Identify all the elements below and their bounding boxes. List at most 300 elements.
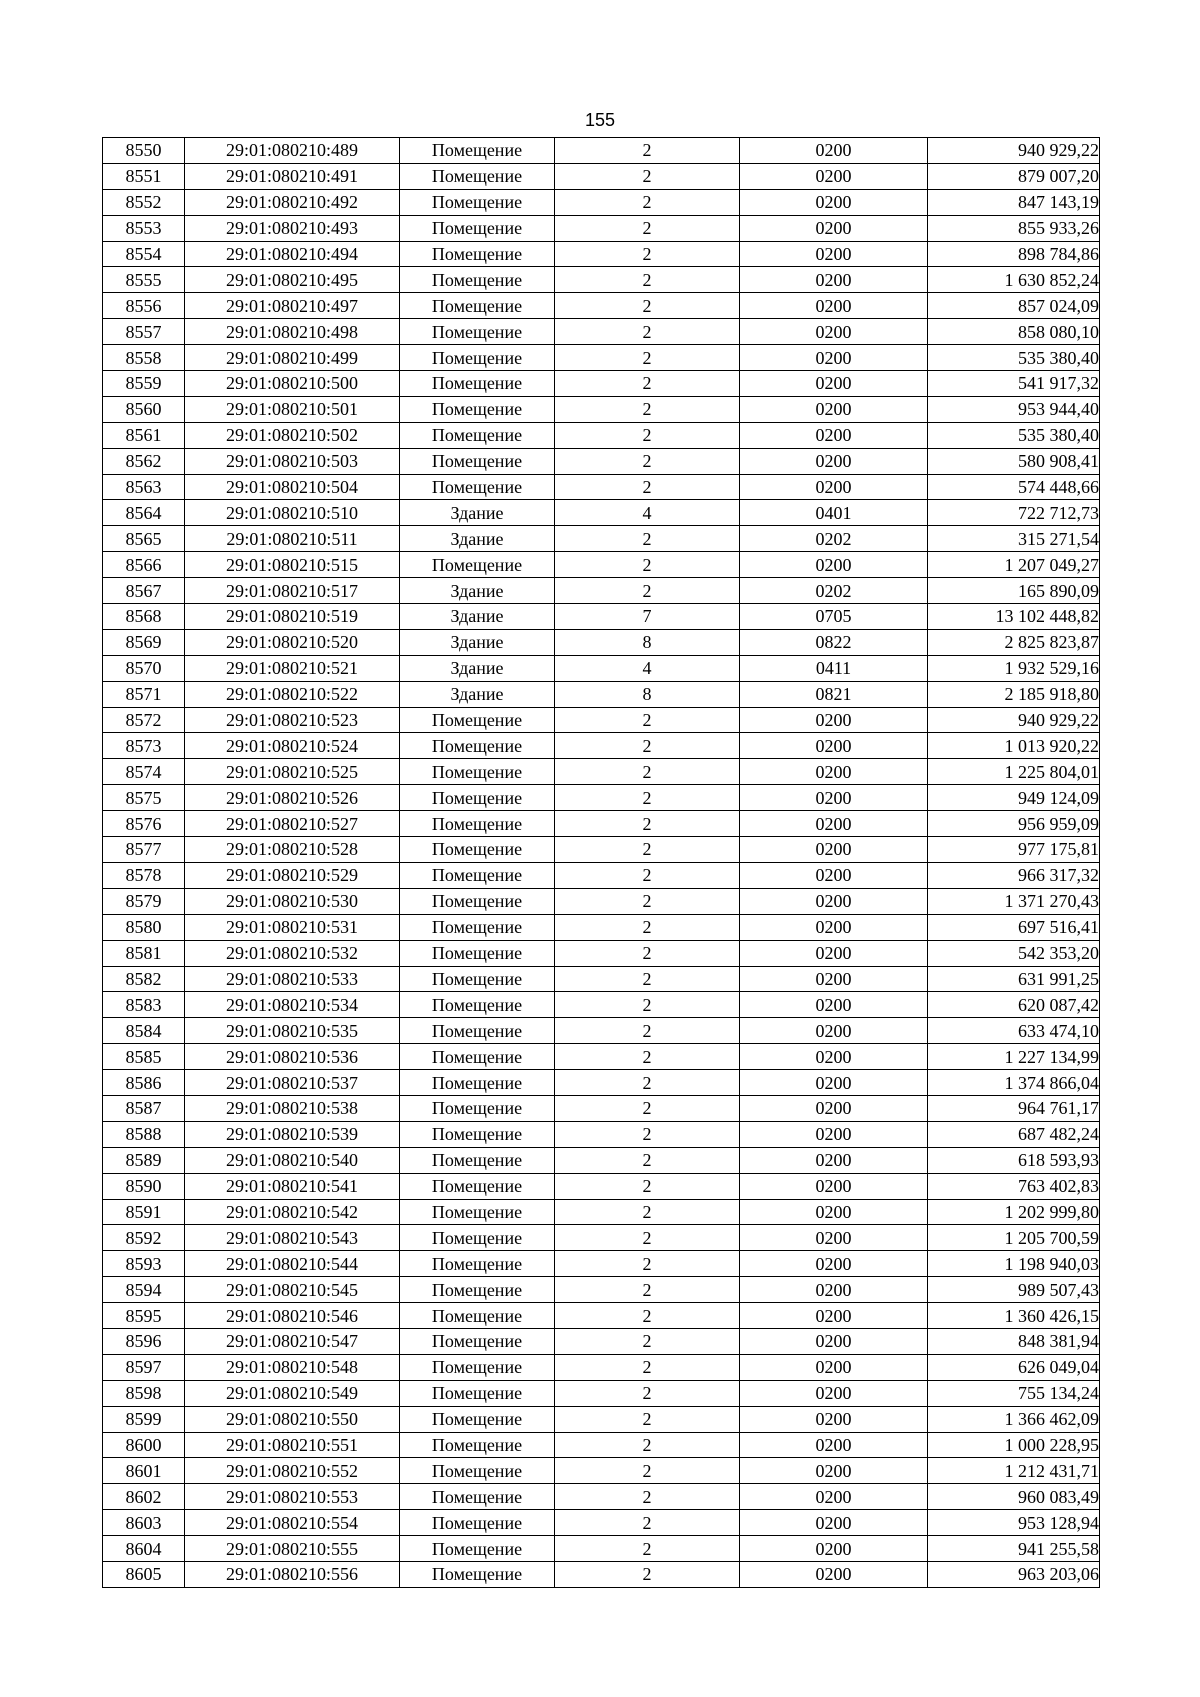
cadastral-value-cell: 541 917,32 [928, 371, 1100, 397]
subgroup-code-cell: 0200 [740, 1251, 928, 1277]
cadastral-number-cell: 29:01:080210:521 [185, 655, 400, 681]
group-number-cell: 2 [555, 1018, 740, 1044]
row-number-cell: 8551 [103, 163, 185, 189]
cadastral-value-cell: 966 317,32 [928, 862, 1100, 888]
cadastral-number-cell: 29:01:080210:504 [185, 474, 400, 500]
cadastral-number-cell: 29:01:080210:544 [185, 1251, 400, 1277]
object-type-cell: Помещение [400, 1018, 555, 1044]
object-type-cell: Помещение [400, 1044, 555, 1070]
group-number-cell: 2 [555, 1147, 740, 1173]
cadastral-number-cell: 29:01:080210:524 [185, 733, 400, 759]
subgroup-code-cell: 0200 [740, 862, 928, 888]
object-type-cell: Помещение [400, 1147, 555, 1173]
table-row [103, 1536, 1100, 1562]
table-row [103, 785, 1100, 811]
group-number-cell: 2 [555, 552, 740, 578]
cadastral-value-cell: 963 203,06 [928, 1561, 1100, 1587]
cadastral-number-cell: 29:01:080210:515 [185, 552, 400, 578]
row-number-cell: 8598 [103, 1380, 185, 1406]
group-number-cell: 2 [555, 267, 740, 293]
subgroup-code-cell: 0200 [740, 1303, 928, 1329]
cadastral-number-cell: 29:01:080210:491 [185, 163, 400, 189]
cadastral-value-cell: 940 929,22 [928, 138, 1100, 164]
row-number-cell: 8550 [103, 138, 185, 164]
cadastral-number-cell: 29:01:080210:528 [185, 837, 400, 863]
group-number-cell: 8 [555, 681, 740, 707]
table-row [103, 293, 1100, 319]
cadastral-number-cell: 29:01:080210:530 [185, 888, 400, 914]
group-number-cell: 2 [555, 1199, 740, 1225]
subgroup-code-cell: 0200 [740, 1018, 928, 1044]
row-number-cell: 8604 [103, 1536, 185, 1562]
cadastral-number-cell: 29:01:080210:494 [185, 241, 400, 267]
cadastral-number-cell: 29:01:080210:501 [185, 396, 400, 422]
object-type-cell: Помещение [400, 811, 555, 837]
object-type-cell: Помещение [400, 1380, 555, 1406]
cadastral-value-cell: 755 134,24 [928, 1380, 1100, 1406]
subgroup-code-cell: 0200 [740, 319, 928, 345]
cadastral-value-cell: 953 944,40 [928, 396, 1100, 422]
row-number-cell: 8568 [103, 604, 185, 630]
cadastral-number-cell: 29:01:080210:545 [185, 1277, 400, 1303]
cadastral-value-cell: 949 124,09 [928, 785, 1100, 811]
cadastral-value-cell: 618 593,93 [928, 1147, 1100, 1173]
subgroup-code-cell: 0200 [740, 1510, 928, 1536]
table-row [103, 189, 1100, 215]
subgroup-code-cell: 0200 [740, 189, 928, 215]
cadastral-value-cell: 687 482,24 [928, 1121, 1100, 1147]
object-type-cell: Помещение [400, 474, 555, 500]
subgroup-code-cell: 0200 [740, 293, 928, 319]
cadastral-value-cell: 1 013 920,22 [928, 733, 1100, 759]
row-number-cell: 8564 [103, 500, 185, 526]
cadastral-value-cell: 580 908,41 [928, 448, 1100, 474]
cadastral-number-cell: 29:01:080210:549 [185, 1380, 400, 1406]
row-number-cell: 8565 [103, 526, 185, 552]
row-number-cell: 8569 [103, 629, 185, 655]
table-row [103, 1510, 1100, 1536]
group-number-cell: 2 [555, 1380, 740, 1406]
subgroup-code-cell: 0200 [740, 888, 928, 914]
table-row [103, 1199, 1100, 1225]
group-number-cell: 2 [555, 371, 740, 397]
table-row [103, 1277, 1100, 1303]
cadastral-number-cell: 29:01:080210:525 [185, 759, 400, 785]
object-type-cell: Помещение [400, 862, 555, 888]
page-number: 155 [584, 110, 616, 130]
group-number-cell: 2 [555, 785, 740, 811]
subgroup-code-cell: 0200 [740, 1044, 928, 1070]
group-number-cell: 2 [555, 966, 740, 992]
subgroup-code-cell: 0401 [740, 500, 928, 526]
table-row [103, 1380, 1100, 1406]
object-type-cell: Здание [400, 526, 555, 552]
row-number-cell: 8596 [103, 1328, 185, 1354]
table-row [103, 888, 1100, 914]
group-number-cell: 2 [555, 1432, 740, 1458]
row-number-cell: 8567 [103, 578, 185, 604]
row-number-cell: 8597 [103, 1354, 185, 1380]
cadastral-value-cell: 977 175,81 [928, 837, 1100, 863]
row-number-cell: 8555 [103, 267, 185, 293]
cadastral-value-cell: 1 225 804,01 [928, 759, 1100, 785]
cadastral-number-cell: 29:01:080210:522 [185, 681, 400, 707]
group-number-cell: 2 [555, 396, 740, 422]
subgroup-code-cell: 0200 [740, 940, 928, 966]
object-type-cell: Помещение [400, 1303, 555, 1329]
subgroup-code-cell: 0200 [740, 914, 928, 940]
subgroup-code-cell: 0200 [740, 267, 928, 293]
group-number-cell: 2 [555, 1561, 740, 1587]
subgroup-code-cell: 0200 [740, 396, 928, 422]
row-number-cell: 8556 [103, 293, 185, 319]
cadastral-number-cell: 29:01:080210:520 [185, 629, 400, 655]
cadastral-value-cell: 956 959,09 [928, 811, 1100, 837]
row-number-cell: 8554 [103, 241, 185, 267]
table-row [103, 1018, 1100, 1044]
cadastral-value-cell: 633 474,10 [928, 1018, 1100, 1044]
group-number-cell: 2 [555, 888, 740, 914]
group-number-cell: 2 [555, 733, 740, 759]
object-type-cell: Помещение [400, 552, 555, 578]
table-row [103, 1328, 1100, 1354]
row-number-cell: 8600 [103, 1432, 185, 1458]
subgroup-code-cell: 0200 [740, 785, 928, 811]
object-type-cell: Здание [400, 629, 555, 655]
cadastral-value-cell: 697 516,41 [928, 914, 1100, 940]
cadastral-number-cell: 29:01:080210:503 [185, 448, 400, 474]
object-type-cell: Помещение [400, 785, 555, 811]
cadastral-value-cell: 1 374 866,04 [928, 1070, 1100, 1096]
table-row [103, 914, 1100, 940]
group-number-cell: 2 [555, 837, 740, 863]
row-number-cell: 8586 [103, 1070, 185, 1096]
object-type-cell: Помещение [400, 371, 555, 397]
group-number-cell: 2 [555, 1510, 740, 1536]
object-type-cell: Помещение [400, 759, 555, 785]
object-type-cell: Помещение [400, 1199, 555, 1225]
table-row [103, 837, 1100, 863]
cadastral-value-cell: 626 049,04 [928, 1354, 1100, 1380]
group-number-cell: 2 [555, 707, 740, 733]
table-row [103, 629, 1100, 655]
cadastral-number-cell: 29:01:080210:539 [185, 1121, 400, 1147]
subgroup-code-cell: 0705 [740, 604, 928, 630]
cadastral-number-cell: 29:01:080210:511 [185, 526, 400, 552]
table-row [103, 733, 1100, 759]
cadastral-number-cell: 29:01:080210:532 [185, 940, 400, 966]
row-number-cell: 8559 [103, 371, 185, 397]
group-number-cell: 2 [555, 189, 740, 215]
object-type-cell: Помещение [400, 1328, 555, 1354]
row-number-cell: 8599 [103, 1406, 185, 1432]
cadastral-number-cell: 29:01:080210:533 [185, 966, 400, 992]
group-number-cell: 8 [555, 629, 740, 655]
cadastral-value-cell: 953 128,94 [928, 1510, 1100, 1536]
cadastral-value-cell: 857 024,09 [928, 293, 1100, 319]
cadastral-number-cell: 29:01:080210:510 [185, 500, 400, 526]
table-row [103, 1561, 1100, 1587]
subgroup-code-cell: 0200 [740, 733, 928, 759]
cadastral-value-cell: 858 080,10 [928, 319, 1100, 345]
table-row [103, 267, 1100, 293]
object-type-cell: Помещение [400, 1277, 555, 1303]
object-type-cell: Помещение [400, 1251, 555, 1277]
group-number-cell: 2 [555, 319, 740, 345]
group-number-cell: 2 [555, 940, 740, 966]
subgroup-code-cell: 0200 [740, 1484, 928, 1510]
table-row [103, 759, 1100, 785]
group-number-cell: 2 [555, 138, 740, 164]
table-row [103, 578, 1100, 604]
object-type-cell: Помещение [400, 1484, 555, 1510]
object-type-cell: Здание [400, 655, 555, 681]
cadastral-number-cell: 29:01:080210:537 [185, 1070, 400, 1096]
row-number-cell: 8593 [103, 1251, 185, 1277]
group-number-cell: 2 [555, 811, 740, 837]
table-row [103, 215, 1100, 241]
cadastral-number-cell: 29:01:080210:517 [185, 578, 400, 604]
object-type-cell: Помещение [400, 837, 555, 863]
subgroup-code-cell: 0200 [740, 811, 928, 837]
table-row [103, 940, 1100, 966]
cadastral-value-cell: 535 380,40 [928, 422, 1100, 448]
group-number-cell: 2 [555, 293, 740, 319]
cadastral-value-cell: 989 507,43 [928, 1277, 1100, 1303]
row-number-cell: 8576 [103, 811, 185, 837]
table-row [103, 1303, 1100, 1329]
row-number-cell: 8584 [103, 1018, 185, 1044]
row-number-cell: 8561 [103, 422, 185, 448]
group-number-cell: 2 [555, 1173, 740, 1199]
table-row [103, 138, 1100, 164]
cadastral-number-cell: 29:01:080210:540 [185, 1147, 400, 1173]
cadastral-value-cell: 2 825 823,87 [928, 629, 1100, 655]
cadastral-number-cell: 29:01:080210:543 [185, 1225, 400, 1251]
row-number-cell: 8579 [103, 888, 185, 914]
group-number-cell: 2 [555, 1095, 740, 1121]
table-row [103, 1225, 1100, 1251]
cadastral-number-cell: 29:01:080210:548 [185, 1354, 400, 1380]
table-row [103, 552, 1100, 578]
group-number-cell: 2 [555, 1277, 740, 1303]
object-type-cell: Помещение [400, 966, 555, 992]
cadastral-value-cell: 898 784,86 [928, 241, 1100, 267]
subgroup-code-cell: 0200 [740, 1147, 928, 1173]
group-number-cell: 2 [555, 1536, 740, 1562]
cadastral-number-cell: 29:01:080210:554 [185, 1510, 400, 1536]
cadastral-value-cell: 1 630 852,24 [928, 267, 1100, 293]
object-type-cell: Помещение [400, 940, 555, 966]
group-number-cell: 2 [555, 578, 740, 604]
subgroup-code-cell: 0200 [740, 1173, 928, 1199]
subgroup-code-cell: 0200 [740, 1561, 928, 1587]
cadastral-number-cell: 29:01:080210:546 [185, 1303, 400, 1329]
object-type-cell: Помещение [400, 396, 555, 422]
object-type-cell: Помещение [400, 1561, 555, 1587]
table-row [103, 966, 1100, 992]
cadastral-value-cell: 1 207 049,27 [928, 552, 1100, 578]
row-number-cell: 8591 [103, 1199, 185, 1225]
table-row [103, 500, 1100, 526]
cadastral-number-cell: 29:01:080210:553 [185, 1484, 400, 1510]
table-row [103, 371, 1100, 397]
table-row [103, 862, 1100, 888]
row-number-cell: 8553 [103, 215, 185, 241]
group-number-cell: 2 [555, 992, 740, 1018]
group-number-cell: 2 [555, 759, 740, 785]
object-type-cell: Помещение [400, 733, 555, 759]
table-row [103, 526, 1100, 552]
cadastral-value-cell: 535 380,40 [928, 345, 1100, 371]
table-row [103, 448, 1100, 474]
object-type-cell: Помещение [400, 319, 555, 345]
cadastral-number-cell: 29:01:080210:519 [185, 604, 400, 630]
object-type-cell: Помещение [400, 189, 555, 215]
subgroup-code-cell: 0200 [740, 1458, 928, 1484]
cadastral-value-cell: 165 890,09 [928, 578, 1100, 604]
cadastral-number-cell: 29:01:080210:527 [185, 811, 400, 837]
cadastral-number-cell: 29:01:080210:542 [185, 1199, 400, 1225]
cadastral-number-cell: 29:01:080210:538 [185, 1095, 400, 1121]
cadastral-number-cell: 29:01:080210:535 [185, 1018, 400, 1044]
table-row [103, 1173, 1100, 1199]
row-number-cell: 8585 [103, 1044, 185, 1070]
cadastral-value-cell: 722 712,73 [928, 500, 1100, 526]
subgroup-code-cell: 0200 [740, 138, 928, 164]
object-type-cell: Помещение [400, 914, 555, 940]
object-type-cell: Помещение [400, 1121, 555, 1147]
cadastral-number-cell: 29:01:080210:555 [185, 1536, 400, 1562]
cadastral-value-cell: 1 227 134,99 [928, 1044, 1100, 1070]
group-number-cell: 2 [555, 241, 740, 267]
row-number-cell: 8578 [103, 862, 185, 888]
table-row [103, 811, 1100, 837]
cadastral-value-cell: 574 448,66 [928, 474, 1100, 500]
row-number-cell: 8582 [103, 966, 185, 992]
row-number-cell: 8560 [103, 396, 185, 422]
object-type-cell: Помещение [400, 241, 555, 267]
object-type-cell: Здание [400, 500, 555, 526]
cadastral-value-cell: 631 991,25 [928, 966, 1100, 992]
row-number-cell: 8573 [103, 733, 185, 759]
table-row [103, 1044, 1100, 1070]
group-number-cell: 2 [555, 1458, 740, 1484]
group-number-cell: 2 [555, 1121, 740, 1147]
cadastral-value-cell: 2 185 918,80 [928, 681, 1100, 707]
object-type-cell: Помещение [400, 345, 555, 371]
row-number-cell: 8589 [103, 1147, 185, 1173]
object-type-cell: Здание [400, 604, 555, 630]
table-row [103, 1121, 1100, 1147]
group-number-cell: 2 [555, 1328, 740, 1354]
table-row [103, 681, 1100, 707]
subgroup-code-cell: 0200 [740, 759, 928, 785]
group-number-cell: 2 [555, 448, 740, 474]
subgroup-code-cell: 0200 [740, 163, 928, 189]
table-row [103, 396, 1100, 422]
cadastral-number-cell: 29:01:080210:529 [185, 862, 400, 888]
group-number-cell: 2 [555, 526, 740, 552]
cadastral-number-cell: 29:01:080210:536 [185, 1044, 400, 1070]
group-number-cell: 2 [555, 474, 740, 500]
subgroup-code-cell: 0821 [740, 681, 928, 707]
table-row [103, 992, 1100, 1018]
object-type-cell: Помещение [400, 707, 555, 733]
group-number-cell: 7 [555, 604, 740, 630]
subgroup-code-cell: 0200 [740, 992, 928, 1018]
table-row [103, 1070, 1100, 1096]
table-row [103, 1458, 1100, 1484]
subgroup-code-cell: 0200 [740, 1354, 928, 1380]
table-row [103, 1432, 1100, 1458]
subgroup-code-cell: 0200 [740, 1277, 928, 1303]
subgroup-code-cell: 0200 [740, 1380, 928, 1406]
subgroup-code-cell: 0200 [740, 241, 928, 267]
cadastral-number-cell: 29:01:080210:531 [185, 914, 400, 940]
cadastral-value-cell: 848 381,94 [928, 1328, 1100, 1354]
cadastral-number-cell: 29:01:080210:489 [185, 138, 400, 164]
row-number-cell: 8552 [103, 189, 185, 215]
subgroup-code-cell: 0200 [740, 1095, 928, 1121]
cadastral-value-cell: 542 353,20 [928, 940, 1100, 966]
group-number-cell: 2 [555, 1354, 740, 1380]
table-row [103, 707, 1100, 733]
cadastral-value-cell: 763 402,83 [928, 1173, 1100, 1199]
cadastral-value-cell: 879 007,20 [928, 163, 1100, 189]
cadastral-number-cell: 29:01:080210:534 [185, 992, 400, 1018]
object-type-cell: Помещение [400, 293, 555, 319]
row-number-cell: 8601 [103, 1458, 185, 1484]
subgroup-code-cell: 0200 [740, 837, 928, 863]
subgroup-code-cell: 0200 [740, 448, 928, 474]
object-type-cell: Здание [400, 578, 555, 604]
subgroup-code-cell: 0200 [740, 422, 928, 448]
cadastral-value-cell: 315 271,54 [928, 526, 1100, 552]
group-number-cell: 2 [555, 1406, 740, 1432]
subgroup-code-cell: 0200 [740, 1536, 928, 1562]
cadastral-number-cell: 29:01:080210:547 [185, 1328, 400, 1354]
table-row [103, 474, 1100, 500]
object-type-cell: Помещение [400, 1070, 555, 1096]
object-type-cell: Помещение [400, 1432, 555, 1458]
group-number-cell: 2 [555, 1225, 740, 1251]
subgroup-code-cell: 0822 [740, 629, 928, 655]
cadastral-value-cell: 1 360 426,15 [928, 1303, 1100, 1329]
row-number-cell: 8594 [103, 1277, 185, 1303]
cadastral-value-cell: 1 371 270,43 [928, 888, 1100, 914]
subgroup-code-cell: 0200 [740, 215, 928, 241]
group-number-cell: 4 [555, 500, 740, 526]
subgroup-code-cell: 0200 [740, 345, 928, 371]
row-number-cell: 8587 [103, 1095, 185, 1121]
group-number-cell: 4 [555, 655, 740, 681]
group-number-cell: 2 [555, 1303, 740, 1329]
row-number-cell: 8588 [103, 1121, 185, 1147]
cadastral-value-cell: 964 761,17 [928, 1095, 1100, 1121]
subgroup-code-cell: 0200 [740, 552, 928, 578]
cadastral-number-cell: 29:01:080210:500 [185, 371, 400, 397]
table-row [103, 1484, 1100, 1510]
object-type-cell: Помещение [400, 1406, 555, 1432]
group-number-cell: 2 [555, 862, 740, 888]
subgroup-code-cell: 0202 [740, 526, 928, 552]
cadastral-number-cell: 29:01:080210:550 [185, 1406, 400, 1432]
subgroup-code-cell: 0200 [740, 1225, 928, 1251]
cadastral-number-cell: 29:01:080210:498 [185, 319, 400, 345]
row-number-cell: 8571 [103, 681, 185, 707]
group-number-cell: 2 [555, 345, 740, 371]
